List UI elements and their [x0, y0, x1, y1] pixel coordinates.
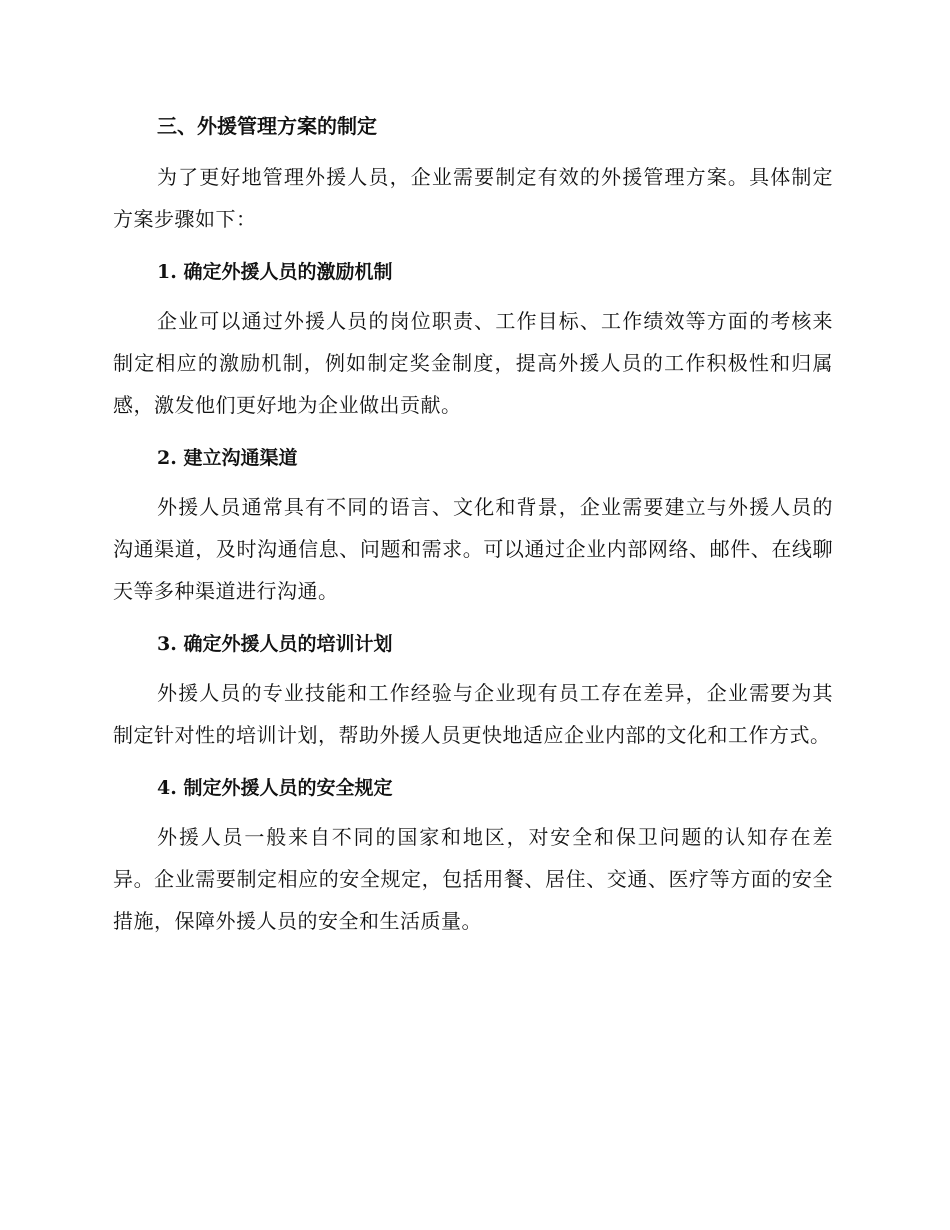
- item-body-3: 外援人员的专业技能和工作经验与企业现有员工存在差异，企业需要为其制定针对性的培训计划，帮助外援人员更快地适应企业内部的文化和工作方式。: [113, 681, 833, 747]
- item-heading-3: 3. 确定外援人员的培训计划: [157, 633, 393, 655]
- item-body-2: 外援人员通常具有不同的语言、文化和背景，企业需要建立与外援人员的沟通渠道，及时沟通信息、问题和需求。可以通过企业内部网络、邮件、在线聊天等多种渠道进行沟通。: [113, 495, 833, 603]
- item-heading-1: 1. 确定外援人员的激励机制: [157, 261, 393, 283]
- section-title: 三、外援管理方案的制定: [157, 114, 377, 138]
- item-heading-4: 4. 制定外援人员的安全规定: [157, 777, 393, 799]
- item-heading-2: 2. 建立沟通渠道: [157, 447, 298, 469]
- item-body-1: 企业可以通过外援人员的岗位职责、工作目标、工作绩效等方面的考核来制定相应的激励机制，例如制定奖金制度，提高外援人员的工作积极性和归属感，激发他们更好地为企业做出贡献。: [113, 309, 833, 417]
- intro-paragraph: 为了更好地管理外援人员，企业需要制定有效的外援管理方案。具体制定方案步骤如下：: [113, 165, 833, 231]
- item-body-4: 外援人员一般来自不同的国家和地区，对安全和保卫问题的认知存在差异。企业需要制定相应的安全规定，包括用餐、居住、交通、医疗等方面的安全措施，保障外援人员的安全和生活质量。: [113, 825, 833, 933]
- document-content: [113, 104, 833, 942]
